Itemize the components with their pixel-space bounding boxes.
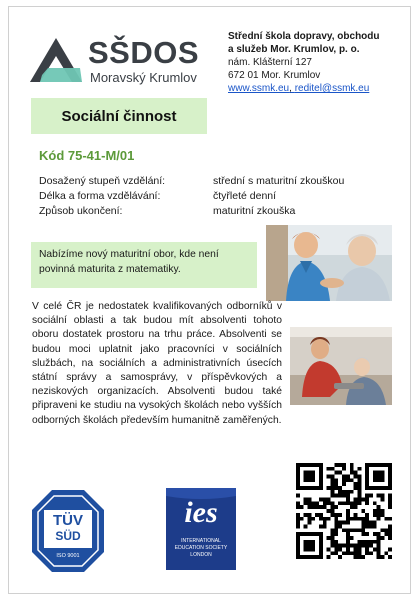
info-label: Dosažený stupeň vzdělání: bbox=[39, 175, 166, 187]
email-link[interactable]: reditel@ssmk.eu bbox=[294, 83, 370, 94]
info-label: Způsob ukončení: bbox=[39, 205, 123, 217]
title-box bbox=[31, 98, 207, 134]
school-links bbox=[228, 82, 410, 95]
page-title: Sociální činnost bbox=[61, 107, 177, 125]
tuv-top-text: TÜV bbox=[53, 512, 83, 529]
logo-name: SŠDOS bbox=[88, 35, 200, 70]
ies-mark: ies bbox=[184, 496, 218, 529]
ies-logo bbox=[166, 488, 236, 570]
info-value: maturitní zkouška bbox=[213, 205, 296, 217]
qr-code-icon bbox=[296, 463, 392, 559]
photo2-illustration bbox=[290, 327, 392, 405]
info-table bbox=[39, 174, 399, 219]
ssdos-logo-icon bbox=[28, 36, 84, 84]
web-link[interactable]: www.ssmk.eu bbox=[228, 83, 290, 94]
info-row bbox=[39, 189, 399, 204]
program-code: Kód 75-41-M/01 bbox=[39, 148, 135, 163]
school-name-line2: a služeb Mor. Krumlov, p. o. bbox=[228, 44, 360, 55]
tuv-bottom-text: SÜD bbox=[55, 529, 81, 543]
school-logo bbox=[28, 36, 218, 88]
link-separator: , bbox=[289, 83, 295, 94]
qr-code[interactable] bbox=[296, 463, 392, 559]
info-value: čtyřleté denní bbox=[213, 190, 277, 202]
info-row bbox=[39, 204, 399, 219]
tuv-sud-logo bbox=[30, 488, 106, 574]
nurse-with-senior-photo bbox=[266, 225, 392, 301]
ies-line3: LONDON bbox=[190, 552, 212, 558]
tuv-iso-text: ISO 9001 bbox=[56, 553, 80, 559]
caregiver-photo bbox=[290, 327, 392, 405]
logo-city: Moravský Krumlov bbox=[90, 70, 197, 85]
info-row bbox=[39, 174, 399, 189]
school-city: 672 01 Mor. Krumlov bbox=[228, 70, 321, 81]
info-label: Délka a forma vzdělávání: bbox=[39, 190, 161, 202]
description-paragraph: V celé ČR je nedostatek kvalifikovaných odborníků v sociální oblasti a tak budou mít absolventi tohoto oboru dostatek prostoru na trhu práce. Absolventi se budou moci uplatnit jako pracovníci v sociálních službách, na sociálních a administrativních úsecích státní správy a samosprávy, v příspěvkových a neziskových organizacích. Absolventi budou také připraveni ke studiu na vysokých školách nebo vyšších odborných školách především humanitně zaměřených. bbox=[32, 301, 282, 426]
highlight-box: Nabízíme nový maturitní obor, kde není povinná maturita z matematiky. bbox=[31, 242, 257, 288]
ies-line1: INTERNATIONAL bbox=[181, 538, 221, 544]
school-contact bbox=[228, 30, 410, 95]
photo1-illustration bbox=[266, 225, 392, 301]
school-name-line1: Střední škola dopravy, obchodu bbox=[228, 31, 380, 42]
school-street: nám. Klášterní 127 bbox=[228, 57, 312, 68]
ies-line2: EDUCATION SOCIETY bbox=[174, 545, 228, 551]
info-value: střední s maturitní zkouškou bbox=[213, 175, 345, 187]
